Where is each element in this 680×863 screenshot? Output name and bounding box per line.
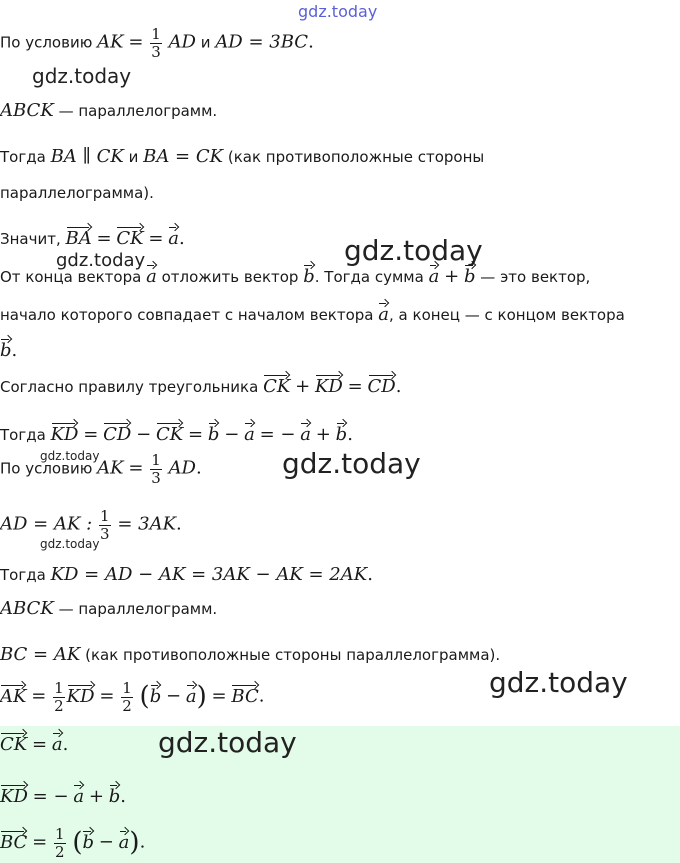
vector: b: [207, 424, 220, 445]
vector: a: [118, 831, 130, 853]
vector: a: [244, 424, 255, 445]
fraction: $\frac{1}{2}$: [55, 825, 65, 861]
watermark: gdz.today: [56, 250, 146, 271]
solution-line-15: BC = AK (как противоположные стороны параллелограмма).: [0, 644, 501, 665]
answer-line-3: BC = $\frac{1}{2}$ (b − a).: [0, 825, 146, 861]
vector: CD: [103, 424, 132, 445]
solution-line-4: параллелограмма).: [0, 184, 154, 202]
vector: CK: [0, 734, 28, 755]
vector: KD: [314, 376, 343, 397]
watermark: gdz.today: [344, 234, 483, 267]
solution-line-9: Согласно правилу треугольника CK + KD = CD.: [0, 376, 402, 397]
vector: BC: [231, 685, 259, 707]
vector: CK: [156, 424, 184, 445]
watermark: gdz.today: [158, 726, 297, 759]
vector: b: [149, 685, 162, 707]
watermark: gdz.today: [40, 537, 100, 551]
solution-line-11: По условию AK = $\frac{1}{3}$ AD.: [0, 451, 202, 487]
watermark-top: gdz.today: [298, 2, 378, 21]
vector: a: [146, 266, 157, 287]
watermark: gdz.today: [489, 666, 628, 699]
vector: KD: [50, 424, 79, 445]
vector: KD: [66, 685, 95, 707]
vector: CD: [367, 376, 396, 397]
vector: b: [108, 786, 121, 807]
solution-line-7: начало которого совпадает с началом вектора a, а конец — с концом вектора: [0, 304, 625, 325]
solution-line-14: ABCK — параллелограмм.: [0, 598, 218, 619]
solution-line-1: По условию AK = $\frac{1}{3}$ AD и AD = 3BC.: [0, 25, 314, 61]
vector: b: [463, 266, 476, 287]
answer-line-1: CK = a.: [0, 734, 69, 755]
vector: a: [168, 228, 180, 249]
solution-line-5: Значит, BA = CK = a.: [0, 228, 185, 249]
vector: b: [82, 831, 95, 853]
solution-line-8: b.: [0, 340, 18, 361]
vector: a: [73, 786, 85, 807]
vector: KD: [0, 786, 28, 807]
solution-line-12: AD = AK : $\frac{1}{3}$ = 3AK.: [0, 507, 182, 543]
vector: a: [300, 424, 311, 445]
fraction: $\frac{1}{3}$: [151, 25, 161, 61]
solution-line-16: AK = $\frac{1}{2}$ KD = $\frac{1}{2}$ (b − a) = BC.: [0, 679, 265, 715]
solution-line-3: Тогда BA ∥ CK и BA = CK (как противоположные стороны: [0, 146, 485, 167]
vector: a: [378, 304, 390, 325]
vector: BA: [65, 228, 92, 249]
answer-line-2: KD = − a + b.: [0, 786, 126, 807]
vector: a: [51, 734, 63, 755]
solution-line-10: Тогда KD = CD − CK = b − a = − a + b.: [0, 424, 353, 445]
vector: b: [0, 340, 12, 361]
watermark: gdz.today: [40, 449, 100, 463]
solution-line-6: От конца вектора a отложить вектор b. Тогда сумма a + b — это вектор,: [0, 266, 591, 287]
vector: b: [303, 266, 315, 287]
vector: b: [335, 424, 348, 445]
solution-line-2: ABCK — параллелограмм.: [0, 100, 218, 121]
fraction: $\frac{1}{2}$: [54, 679, 64, 715]
fraction: $\frac{1}{3}$: [151, 451, 161, 487]
solution-line-13: Тогда KD = AD − AK = 3AK − AK = 2AK.: [0, 564, 373, 585]
vector: CK: [116, 228, 144, 249]
vector: AK: [0, 685, 27, 707]
fraction: $\frac{1}{2}$: [122, 679, 132, 715]
vector: CK: [263, 376, 291, 397]
vector: a: [185, 685, 197, 707]
vector: BC: [0, 831, 28, 853]
vector: a: [428, 266, 440, 287]
watermark: gdz.today: [282, 447, 421, 480]
watermark: gdz.today: [32, 64, 132, 88]
fraction: $\frac{1}{3}$: [99, 507, 110, 543]
